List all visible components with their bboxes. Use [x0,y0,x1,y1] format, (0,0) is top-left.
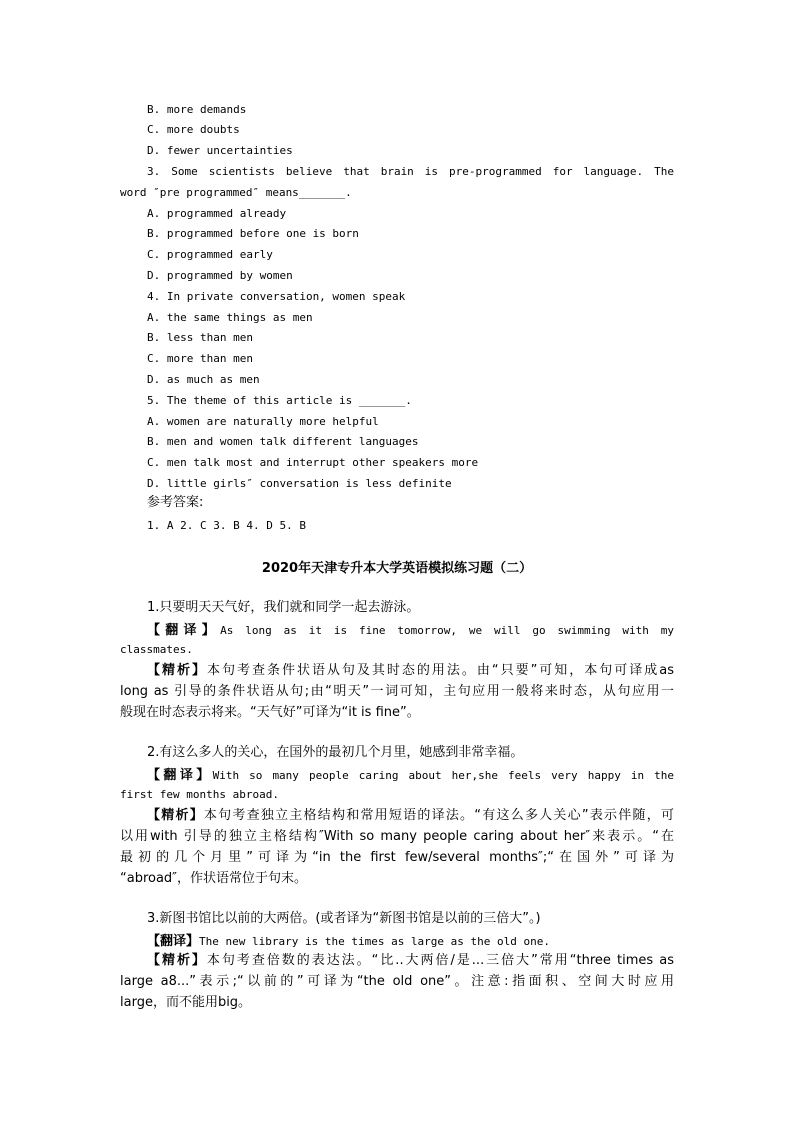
item3-analysis-line1: 【精析】本句考查倍数的表达法。“比..大两倍/是...三倍大”常用“three times as [147,953,674,968]
section-title: 2020年天津专升本大学英语模拟练习题（二） [261,561,533,576]
analysis-label: 【精析】 [147,663,207,678]
q2-option-c: C. more doubts [147,123,240,136]
item2-block [120,742,674,889]
item1-analysis-line1: 【精析】本句考查条件状语从句及其时态的用法。由“只要”可知，本句可译成as [147,663,674,678]
translation-label: 【翻译】 [147,623,221,638]
q5-option-d: D. little girls″ conversation is less definite [147,477,452,490]
item3-translation-line1: 【翻译】The new library is the times as large as the old one. [147,934,551,949]
q2-option-d: D. fewer uncertainties [147,144,293,157]
item1-analysis-line2: long as 引导的条件状语从句;由“明天”一词可知，主句应用一般将来时态，从句应用一 [120,684,674,699]
item3-analysis-line3: large，而不能用big。 [120,995,252,1010]
item1-question: 1.只要明天天气好，我们就和同学一起去游泳。 [147,600,420,615]
q3-option-a: A. programmed already [147,207,287,220]
q4-option-d: D. as much as men [147,373,260,386]
q3-option-c: C. programmed early [147,248,273,261]
q2-option-b: B. more demands [147,103,247,116]
item1-analysis-line3: 般现在时态表示将来。“天气好”可译为“it is fine”。 [120,705,420,720]
q4-option-a: A. the same things as men [147,311,313,324]
q4-option-c: C. more than men [147,352,253,365]
q5-stem: 5. The theme of this article is _______. [147,394,412,407]
q5-option-b: B. men and women talk different languages [147,435,419,448]
analysis-label: 【精析】 [147,808,204,823]
item2-translation-line2: first few months abroad. [120,788,279,801]
answers-label: 参考答案: [147,495,204,510]
item1-translation-line1: 【翻译】As long as it is fine tomorrow, we will go swimming with my [147,623,674,638]
q3-stem-line2: word ″pre programmed″ means_______. [120,186,352,199]
item2-question: 2.有这么多人的关心，在国外的最初几个月里，她感到非常幸福。 [147,745,524,760]
q5-option-c: C. men talk most and interrupt other speakers more [147,456,479,469]
translation-label: 【翻译】 [147,768,213,783]
q4-option-b: B. less than men [147,331,253,344]
item1-translation-line2: classmates. [120,643,193,656]
translation-label: 【翻译】 [147,934,200,949]
q3-stem-line1: 3. Some scientists believe that brain is pre-programmed for language. The [147,165,674,178]
item2-translation-line1: 【翻译】With so many people caring about her,she feels very happy in the [147,768,674,783]
answers-text: 1. A 2. C 3. B 4. D 5. B [147,519,306,532]
item2-analysis-line3: 最初的几个月里”可译为“in the first few/several months″;“在国外”可译为 [120,850,674,865]
analysis-label: 【精析】 [147,953,207,968]
q3-option-b: B. programmed before one is born [147,227,359,240]
item3-question: 3.新图书馆比以前的大两倍。(或者译为“新图书馆是以前的三倍大”。) [147,911,541,926]
q3-option-d: D. programmed by women [147,269,293,282]
q4-stem: 4. In private conversation, women speak [147,290,406,303]
item2-analysis-line1: 【精析】本句考查独立主格结构和常用短语的译法。“有这么多人关心”表示伴随，可 [147,808,674,823]
item1-block [120,597,674,723]
q5-option-a: A. women are naturally more helpful [147,415,379,428]
item2-analysis-line2: 以用with 引导的独立主格结构″With so many people caring about her″来表示。“在 [120,829,674,844]
item3-block [120,908,674,1013]
item2-analysis-line4: “abroad″，作状语常位于句末。 [120,871,308,886]
item3-analysis-line2: large a8...”表示;“以前的”可译为“the old one”。注意:指面积、空间大时应用 [120,974,674,989]
